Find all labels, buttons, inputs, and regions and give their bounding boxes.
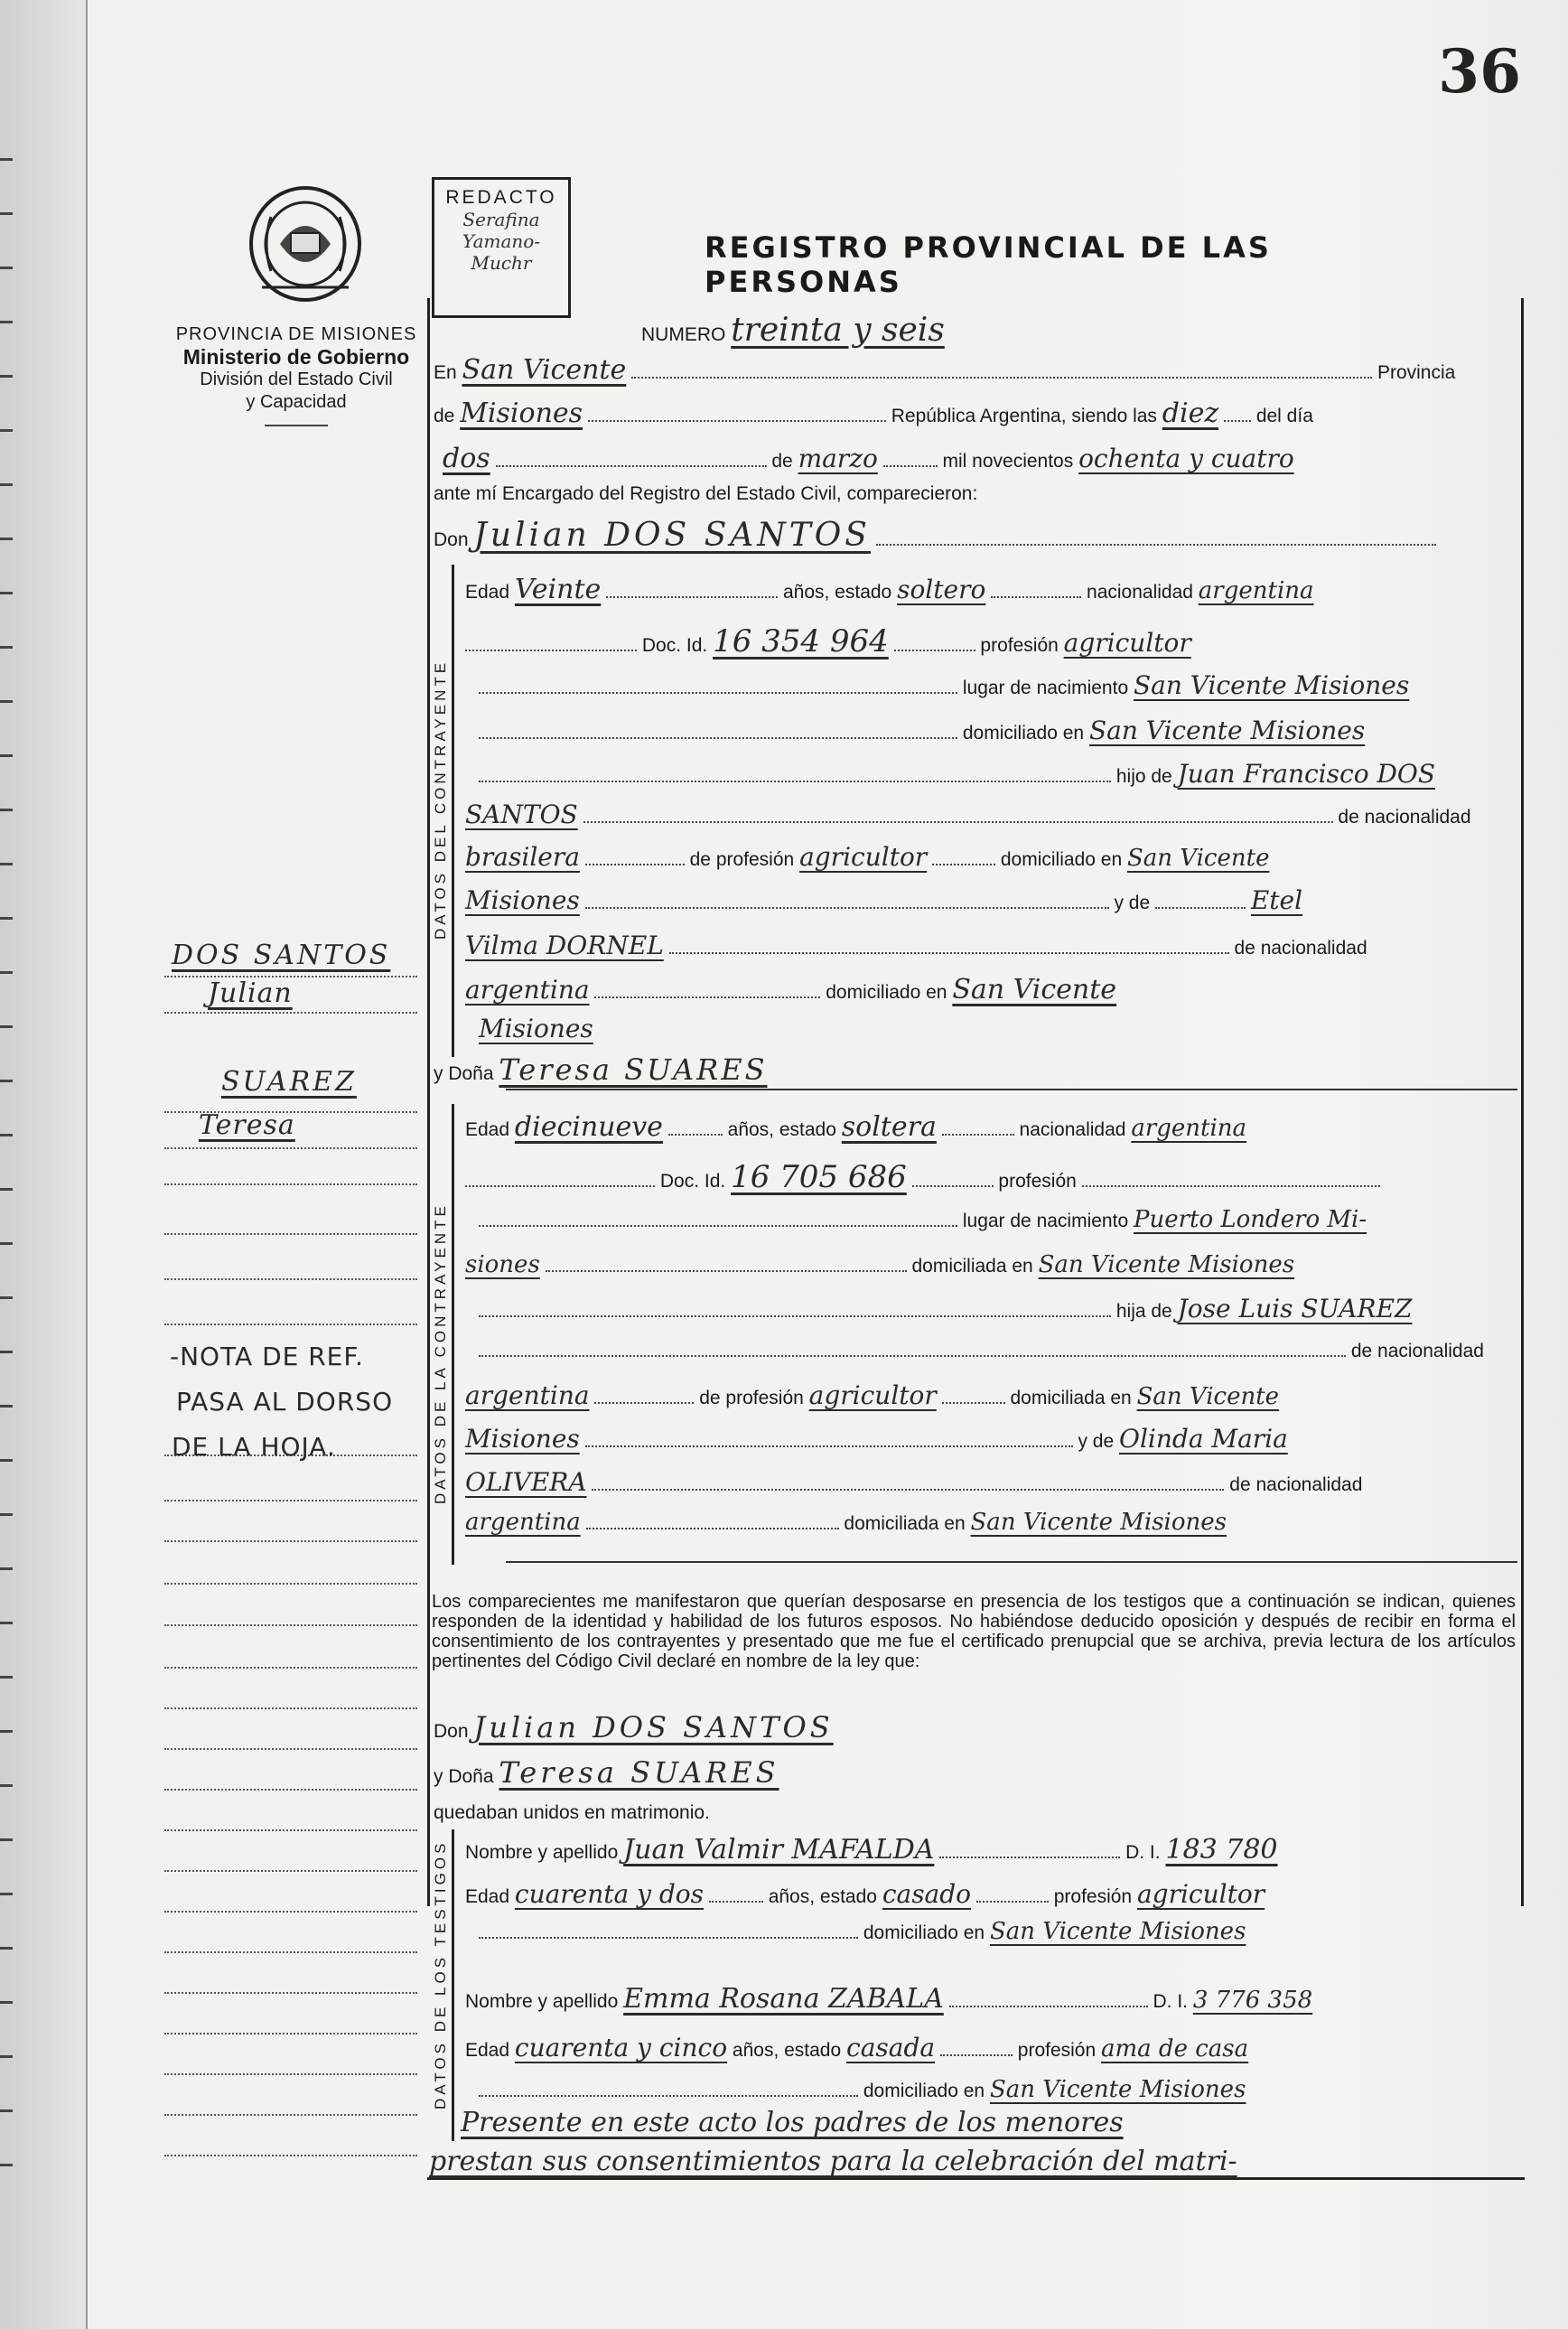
el-domicilio-row bbox=[479, 716, 1365, 745]
don-row bbox=[434, 517, 1436, 554]
declaration-text: Los comparecientes me manifestaron que querían desposarse en presencia de los testigos que a continuación se indican, quienes responden de la identidad y habilidad de los futuros esposos. No habiéndose deducido oposición y después de recibir en forma el consentimiento de los contrayentes y presentado que me fue el certificado prenupcial que se archiva, previa lectura de los artículos pertinentes del Código Civil declaré en nombre de la ley que: bbox=[432, 1592, 1516, 1671]
form-frame-left bbox=[427, 298, 430, 1906]
don-label: Don bbox=[434, 529, 469, 550]
testigos-label: DATOS DE LOS TESTIGOS bbox=[432, 1839, 449, 2109]
la-lugar-row bbox=[479, 1206, 1367, 1233]
la-padre-prof-value: agricultor bbox=[808, 1380, 937, 1410]
document-title: REGISTRO PROVINCIAL DE LAS PERSONAS bbox=[705, 230, 1272, 299]
decl-don-label: Don bbox=[434, 1721, 469, 1742]
de-value: Misiones bbox=[460, 398, 583, 429]
dona-row bbox=[434, 1052, 767, 1087]
anio-value: ochenta y cuatro bbox=[1078, 444, 1294, 473]
republica-label: República Argentina, siendo las bbox=[891, 406, 1157, 426]
mil-label: mil novecientos bbox=[942, 451, 1074, 472]
en-label: En bbox=[434, 362, 457, 383]
contrayente-el-label: DATOS DEL CONTRAYENTE bbox=[432, 659, 449, 940]
el-y-de-label: y de bbox=[1114, 893, 1151, 913]
margin-name-1b-text: Julian bbox=[208, 977, 293, 1009]
la-nacionalidad-label: nacionalidad bbox=[1019, 1119, 1126, 1140]
t1-edad-label: Edad bbox=[465, 1886, 510, 1907]
decl-don-row bbox=[434, 1710, 834, 1744]
division-line: División del Estado Civil bbox=[200, 369, 393, 389]
page-number: 36 bbox=[1438, 36, 1521, 107]
testigos-bar bbox=[452, 1829, 454, 2141]
el-hijo-label: hijo de bbox=[1115, 766, 1172, 787]
la-domiciliada-label-2: domiciliada en bbox=[844, 1513, 966, 1534]
margin-name-2a-text: SUAREZ bbox=[221, 1066, 357, 1098]
margin-nota-2: PASA AL DORSO bbox=[176, 1387, 394, 1417]
el-edad-row bbox=[465, 574, 1314, 605]
margin-name-2b-text: Teresa bbox=[199, 1109, 295, 1141]
t2-edad-value: cuarenta y cinco bbox=[514, 2033, 728, 2062]
el-domicilio-label: domiciliado en bbox=[962, 723, 1085, 744]
el-doc-row bbox=[465, 623, 1191, 659]
t2-di-value: 3 776 358 bbox=[1192, 1987, 1313, 2014]
margin-name-2a bbox=[221, 1066, 357, 1098]
closing-note-1-text: Presente en este acto los padres de los menores bbox=[461, 2107, 1124, 2138]
la-y-de-label: y de bbox=[1078, 1431, 1115, 1452]
t1-nombre-row bbox=[465, 1834, 1278, 1866]
division-line-2: y Capacidad bbox=[246, 392, 347, 412]
el-edad-label: Edad bbox=[465, 582, 510, 603]
el-padre-value-2: SANTOS bbox=[465, 800, 578, 829]
de-row bbox=[434, 398, 1313, 429]
la-anos-estado-label: años, estado bbox=[727, 1119, 836, 1140]
dona-value: Teresa SUARES bbox=[499, 1052, 768, 1087]
el-madre-dom-row bbox=[465, 974, 1116, 1005]
margin-nota-1: -NOTA DE REF. bbox=[170, 1342, 364, 1371]
ministry-line: Ministerio de Gobierno bbox=[182, 345, 410, 369]
el-madre-nac-value: argentina bbox=[465, 975, 590, 1005]
provincial-seal-icon bbox=[244, 181, 367, 307]
la-doc-label: Doc. Id. bbox=[659, 1171, 726, 1192]
t1-edad-value: cuarenta y dos bbox=[514, 1879, 705, 1909]
numero-label: NUMERO bbox=[641, 324, 726, 345]
t2-domiciliado-label: domiciliado en bbox=[863, 2081, 985, 2101]
redacto-handwritten-2: Yamano- bbox=[462, 230, 541, 252]
t2-dom-row bbox=[479, 2076, 1246, 2103]
la-estado-value: soltera bbox=[841, 1111, 937, 1143]
dona-underline bbox=[506, 1089, 1517, 1090]
form-frame-bottom bbox=[427, 2177, 1525, 2180]
la-madre-row bbox=[465, 1424, 1288, 1454]
redacto-stamp bbox=[432, 177, 571, 318]
la-padre-prof-row bbox=[465, 1380, 1279, 1410]
margin-nota-3: DE LA HOJA. bbox=[172, 1432, 336, 1462]
margin-name-1a bbox=[172, 940, 390, 971]
la-domicilio-label: domiciliada en bbox=[911, 1256, 1033, 1277]
el-profesion-value: agricultor bbox=[1063, 628, 1191, 658]
la-doc-value: 16 705 686 bbox=[731, 1159, 907, 1195]
decl-don-value: Julian DOS SANTOS bbox=[473, 1710, 834, 1744]
t2-anos-estado-label: años, estado bbox=[732, 2040, 842, 2061]
la-madre-value-1: Olinda Maria bbox=[1119, 1424, 1288, 1454]
ante-row: ante mí Encargado del Registro del Estado Civil, comparecieron: bbox=[434, 483, 978, 504]
el-domicilio-value: San Vicente Misiones bbox=[1088, 716, 1366, 745]
hora-value: diez bbox=[1162, 398, 1219, 429]
t1-domiciliado-value: San Vicente Misiones bbox=[989, 1918, 1246, 1945]
margin-name-1a-text: DOS SANTOS bbox=[172, 940, 391, 971]
la-de-nac-row bbox=[479, 1339, 1484, 1362]
t2-nombre-value: Emma Rosana ZABALA bbox=[623, 1983, 944, 2015]
t1-dom-row bbox=[479, 1918, 1246, 1945]
el-madre-nac-row bbox=[465, 931, 1367, 960]
redacto-handwritten-1: Serafina bbox=[462, 209, 540, 230]
la-edad-label: Edad bbox=[465, 1119, 510, 1140]
la-madre-nac-row bbox=[465, 1467, 1362, 1497]
issuer-block bbox=[161, 323, 432, 426]
el-padre-value-1: Juan Francisco DOS bbox=[1177, 759, 1436, 789]
el-edad-value: Veinte bbox=[514, 574, 602, 605]
la-domicilio-row bbox=[465, 1251, 1294, 1278]
t2-nombre-row bbox=[465, 1983, 1312, 2015]
el-lugar-row bbox=[479, 670, 1409, 700]
margin-name-2b bbox=[199, 1109, 295, 1141]
unidos-text: quedaban unidos en matrimonio. bbox=[434, 1802, 710, 1823]
la-profesion-label: profesión bbox=[998, 1171, 1077, 1192]
redacto-handwritten-3: Muchr bbox=[471, 252, 532, 274]
la-padre-value: Jose Luis SUAREZ bbox=[1177, 1294, 1413, 1324]
t1-di-value: 183 780 bbox=[1165, 1834, 1278, 1866]
el-de-nac-label-2: de nacionalidad bbox=[1234, 938, 1367, 959]
del-dia-label: del día bbox=[1255, 406, 1313, 426]
closing-note-2 bbox=[429, 2146, 1237, 2177]
el-padre-dom-value-1: San Vicente bbox=[1126, 845, 1270, 872]
t2-profesion-label: profesión bbox=[1017, 2040, 1097, 2061]
contrayente-el-bar bbox=[452, 565, 454, 1057]
contrayente-la-bar bbox=[452, 1104, 454, 1565]
t2-edad-row bbox=[465, 2033, 1248, 2062]
decl-dona-label: y Doña bbox=[434, 1766, 494, 1787]
la-hija-label: hija de bbox=[1115, 1301, 1172, 1322]
el-doc-value: 16 354 964 bbox=[713, 623, 889, 659]
en-row bbox=[434, 354, 1455, 386]
la-de-nac-label: de nacionalidad bbox=[1350, 1341, 1484, 1361]
closing-note-1 bbox=[461, 2107, 1124, 2138]
el-lugar-value: San Vicente Misiones bbox=[1133, 670, 1410, 700]
la-padre-nac-value: argentina bbox=[465, 1380, 590, 1410]
el-doc-label: Doc. Id. bbox=[641, 635, 708, 656]
t1-nombre-label: Nombre y apellido bbox=[465, 1842, 619, 1863]
el-estado-value: soltero bbox=[897, 575, 986, 604]
la-doc-row bbox=[465, 1159, 1380, 1195]
el-de-prof-label: de profesión bbox=[689, 849, 795, 870]
el-profesion-label: profesión bbox=[980, 635, 1059, 656]
el-madre-dom-value-1: San Vicente bbox=[952, 974, 1117, 1005]
t2-nombre-label: Nombre y apellido bbox=[465, 1991, 619, 2012]
la-padre-dom-value-1: San Vicente bbox=[1136, 1383, 1280, 1410]
provincia-label: Provincia bbox=[1377, 362, 1456, 383]
province-line: PROVINCIA DE MISIONES bbox=[175, 324, 417, 344]
la-edad-row bbox=[465, 1111, 1246, 1143]
t2-estado-value: casada bbox=[846, 2033, 936, 2062]
t1-edad-row bbox=[465, 1879, 1265, 1909]
fecha-row bbox=[443, 443, 1294, 474]
el-domiciliado-label-2: domiciliado en bbox=[826, 982, 947, 1003]
decl-dona-row bbox=[434, 1755, 779, 1790]
t2-profesion-value: ama de casa bbox=[1101, 2035, 1249, 2062]
t1-profesion-label: profesión bbox=[1053, 1886, 1133, 1907]
t1-profesion-value: agricultor bbox=[1136, 1879, 1265, 1909]
t1-domiciliado-label: domiciliado en bbox=[863, 1922, 985, 1943]
el-de-nac-label: de nacionalidad bbox=[1338, 807, 1471, 828]
decl-dona-value: Teresa SUARES bbox=[499, 1755, 779, 1790]
la-closing-line bbox=[506, 1561, 1517, 1563]
el-nacionalidad-value: argentina bbox=[1198, 577, 1314, 604]
la-padre-dom-value-2: Misiones bbox=[465, 1424, 580, 1454]
la-madre-nac-value: argentina bbox=[465, 1509, 581, 1536]
t2-domiciliado-value: San Vicente Misiones bbox=[989, 2076, 1246, 2103]
form-frame-right bbox=[1521, 298, 1524, 1906]
el-padre-prof-value: agricultor bbox=[799, 842, 928, 872]
el-domiciliado-label: domiciliado en bbox=[1000, 849, 1123, 870]
el-madre-dom-row-2 bbox=[479, 1014, 593, 1043]
binding-spine bbox=[0, 0, 88, 2329]
el-anos-estado-label: años, estado bbox=[782, 582, 892, 603]
el-padre-nac-value: brasilera bbox=[465, 842, 580, 872]
de-label: de bbox=[434, 406, 455, 426]
don-value: Julian DOS SANTOS bbox=[473, 517, 871, 554]
t1-estado-value: casado bbox=[882, 1879, 972, 1909]
t1-nombre-value: Juan Valmir MAFALDA bbox=[623, 1834, 935, 1866]
el-nacionalidad-label: nacionalidad bbox=[1087, 582, 1193, 603]
la-madre-dom-row bbox=[465, 1509, 1227, 1536]
la-edad-value: diecinueve bbox=[514, 1111, 663, 1143]
t1-di-label: D. I. bbox=[1125, 1842, 1161, 1863]
numero-value: treinta y seis bbox=[731, 312, 945, 349]
el-madre-row bbox=[465, 885, 1302, 915]
el-padre-dom-value-2: Misiones bbox=[465, 885, 580, 915]
redacto-label: REDACTO bbox=[445, 187, 557, 208]
la-de-nac-label-2: de nacionalidad bbox=[1229, 1474, 1363, 1495]
el-padre-nac-row bbox=[465, 800, 1471, 829]
t2-di-label: D. I. bbox=[1153, 1991, 1189, 2012]
la-madre-dom-value: San Vicente Misiones bbox=[970, 1509, 1227, 1536]
el-madre-value-2: Vilma DORNEL bbox=[465, 931, 664, 960]
el-madre-value-1: Etel bbox=[1250, 885, 1303, 915]
la-lugar-value-2: siones bbox=[465, 1251, 540, 1278]
la-domiciliada-label: domiciliada en bbox=[1010, 1388, 1132, 1408]
dia-value: dos bbox=[443, 443, 490, 474]
contrayente-la-label: DATOS DE LA CONTRAYENTE bbox=[432, 1202, 449, 1504]
la-domicilio-value: San Vicente Misiones bbox=[1038, 1251, 1295, 1278]
t1-anos-estado-label: años, estado bbox=[768, 1886, 877, 1907]
en-value: San Vicente bbox=[462, 354, 627, 386]
el-hijo-row bbox=[479, 759, 1435, 789]
numero-row bbox=[641, 312, 945, 349]
la-hija-row bbox=[479, 1294, 1412, 1324]
dona-label: y Doña bbox=[434, 1063, 494, 1084]
margin-name-1b bbox=[208, 977, 293, 1009]
closing-note-2-text: prestan sus consentimientos para la celebración del matri- bbox=[429, 2146, 1237, 2177]
la-madre-value-2: OLIVERA bbox=[465, 1467, 587, 1497]
de-mes-label: de bbox=[771, 451, 793, 472]
la-lugar-value-1: Puerto Londero Mi- bbox=[1133, 1206, 1367, 1233]
mes-value: marzo bbox=[798, 444, 878, 473]
el-madre-dom-value-2: Misiones bbox=[479, 1014, 593, 1043]
la-de-prof-label: de profesión bbox=[699, 1388, 804, 1408]
la-lugar-label: lugar de nacimiento bbox=[962, 1211, 1129, 1231]
el-padre-prof-row bbox=[465, 842, 1269, 872]
t2-edad-label: Edad bbox=[465, 2040, 510, 2061]
la-nacionalidad-value: argentina bbox=[1131, 1115, 1247, 1142]
el-lugar-label: lugar de nacimiento bbox=[962, 678, 1129, 698]
